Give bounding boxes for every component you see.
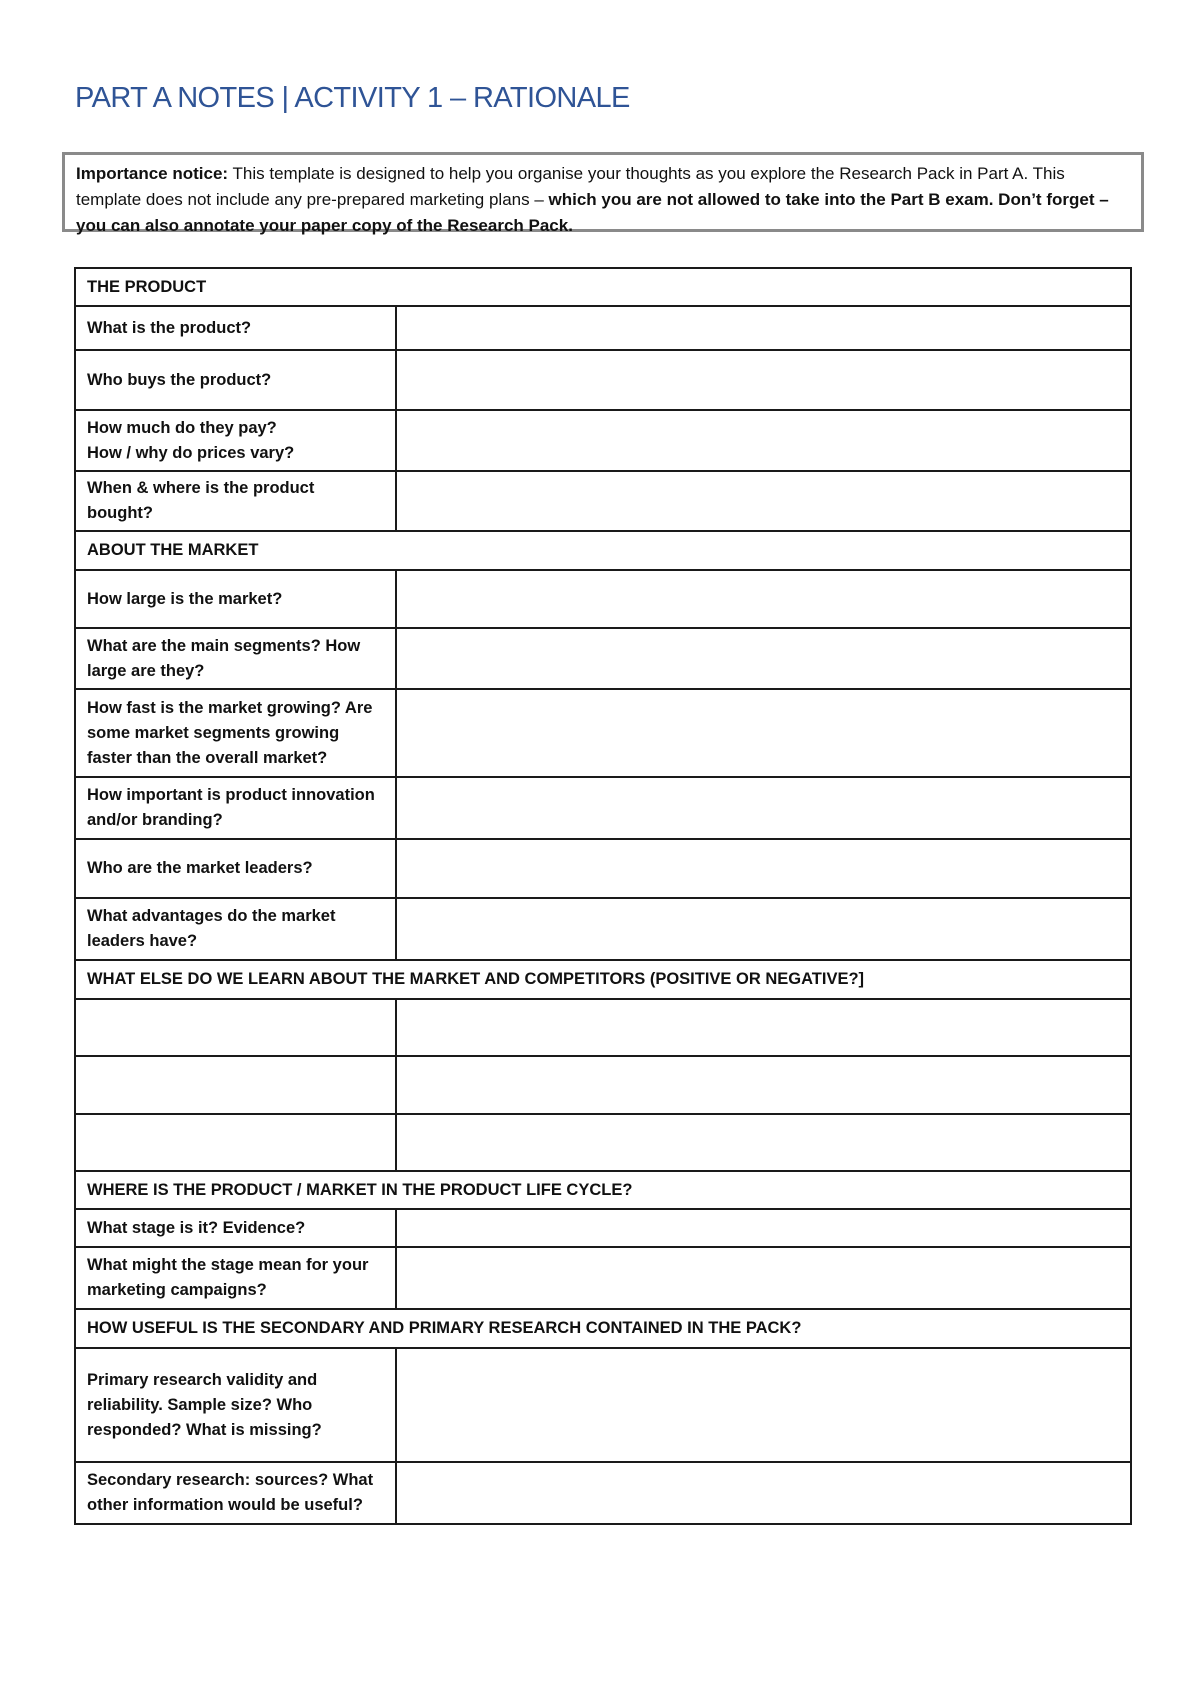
table-row [75,570,1131,628]
section-header: WHERE IS THE PRODUCT / MARKET IN THE PRODUCT LIFE CYCLE? [75,1171,1131,1209]
page-title: PART A NOTES | ACTIVITY 1 – RATIONALE [75,82,630,114]
question-cell[interactable] [75,1114,396,1171]
question-cell: How large is the market? [75,570,396,628]
table-row [75,306,1131,350]
answer-cell[interactable] [396,306,1131,350]
answer-cell[interactable] [396,1209,1131,1247]
table-row [75,628,1131,689]
question-line: How / why do prices vary? [87,443,295,462]
table-row [75,350,1131,410]
answer-cell[interactable] [396,839,1131,898]
table-row [75,1247,1131,1309]
question-cell: What stage is it? Evidence? [75,1209,396,1247]
section-header-row [75,268,1131,306]
importance-notice [62,152,1144,235]
question-cell: Who buys the product? [75,350,396,410]
table-row [75,1348,1131,1462]
question-line: How much do they pay? [87,418,277,437]
table-row [75,1209,1131,1247]
answer-cell[interactable] [396,777,1131,839]
notice-text: This template is designed to help you organise your thoughts as you explore the Research Pack in Part A. This template does not include any pre-prepared marketing plans – [76,164,1065,209]
table-row [75,1056,1131,1114]
answer-cell[interactable] [396,1247,1131,1309]
section-header: THE PRODUCT [75,268,1131,306]
answer-cell[interactable] [396,898,1131,960]
table-row [75,1114,1131,1171]
table-row [75,839,1131,898]
answer-cell[interactable] [396,1114,1131,1171]
section-header-row [75,960,1131,999]
question-cell [75,410,396,471]
question-cell: What might the stage mean for your marketing campaigns? [75,1247,396,1309]
question-cell: How important is product innovation and/or branding? [75,777,396,839]
question-cell: Secondary research: sources? What other information would be useful? [75,1462,396,1524]
section-header: WHAT ELSE DO WE LEARN ABOUT THE MARKET AND COMPETITORS (POSITIVE OR NEGATIVE?] [75,960,1131,999]
table-row [75,410,1131,471]
question-cell: Who are the market leaders? [75,839,396,898]
question-cell[interactable] [75,1056,396,1114]
notice-bold-text: which you are not allowed to take into the Part B exam. Don’t forget – you can also annotate your paper copy of the Research Pack. [76,190,1109,235]
section-header: HOW USEFUL IS THE SECONDARY AND PRIMARY RESEARCH CONTAINED IN THE PACK? [75,1309,1131,1348]
table-row [75,471,1131,531]
rationale-form-table [74,267,1132,1525]
question-cell: Primary research validity and reliability. Sample size? Who responded? What is missing? [75,1348,396,1462]
section-header-row [75,531,1131,570]
answer-cell[interactable] [396,999,1131,1056]
section-header-row [75,1171,1131,1209]
table-row [75,999,1131,1056]
answer-cell[interactable] [396,689,1131,777]
question-cell: What advantages do the market leaders have? [75,898,396,960]
section-header-row [75,1309,1131,1348]
notice-label: Importance notice: [76,164,229,183]
section-header: ABOUT THE MARKET [75,531,1131,570]
answer-cell[interactable] [396,471,1131,531]
answer-cell[interactable] [396,350,1131,410]
question-cell: What are the main segments? How large are they? [75,628,396,689]
table-row [75,689,1131,777]
table-row [75,1462,1131,1524]
question-cell: What is the product? [75,306,396,350]
answer-cell[interactable] [396,410,1131,471]
question-cell[interactable] [75,999,396,1056]
answer-cell[interactable] [396,1056,1131,1114]
table-row [75,777,1131,839]
question-cell: When & where is the product bought? [75,471,396,531]
question-cell: How fast is the market growing? Are some market segments growing faster than the overall market? [75,689,396,777]
table-row [75,898,1131,960]
answer-cell[interactable] [396,570,1131,628]
answer-cell[interactable] [396,1348,1131,1462]
answer-cell[interactable] [396,628,1131,689]
answer-cell[interactable] [396,1462,1131,1524]
